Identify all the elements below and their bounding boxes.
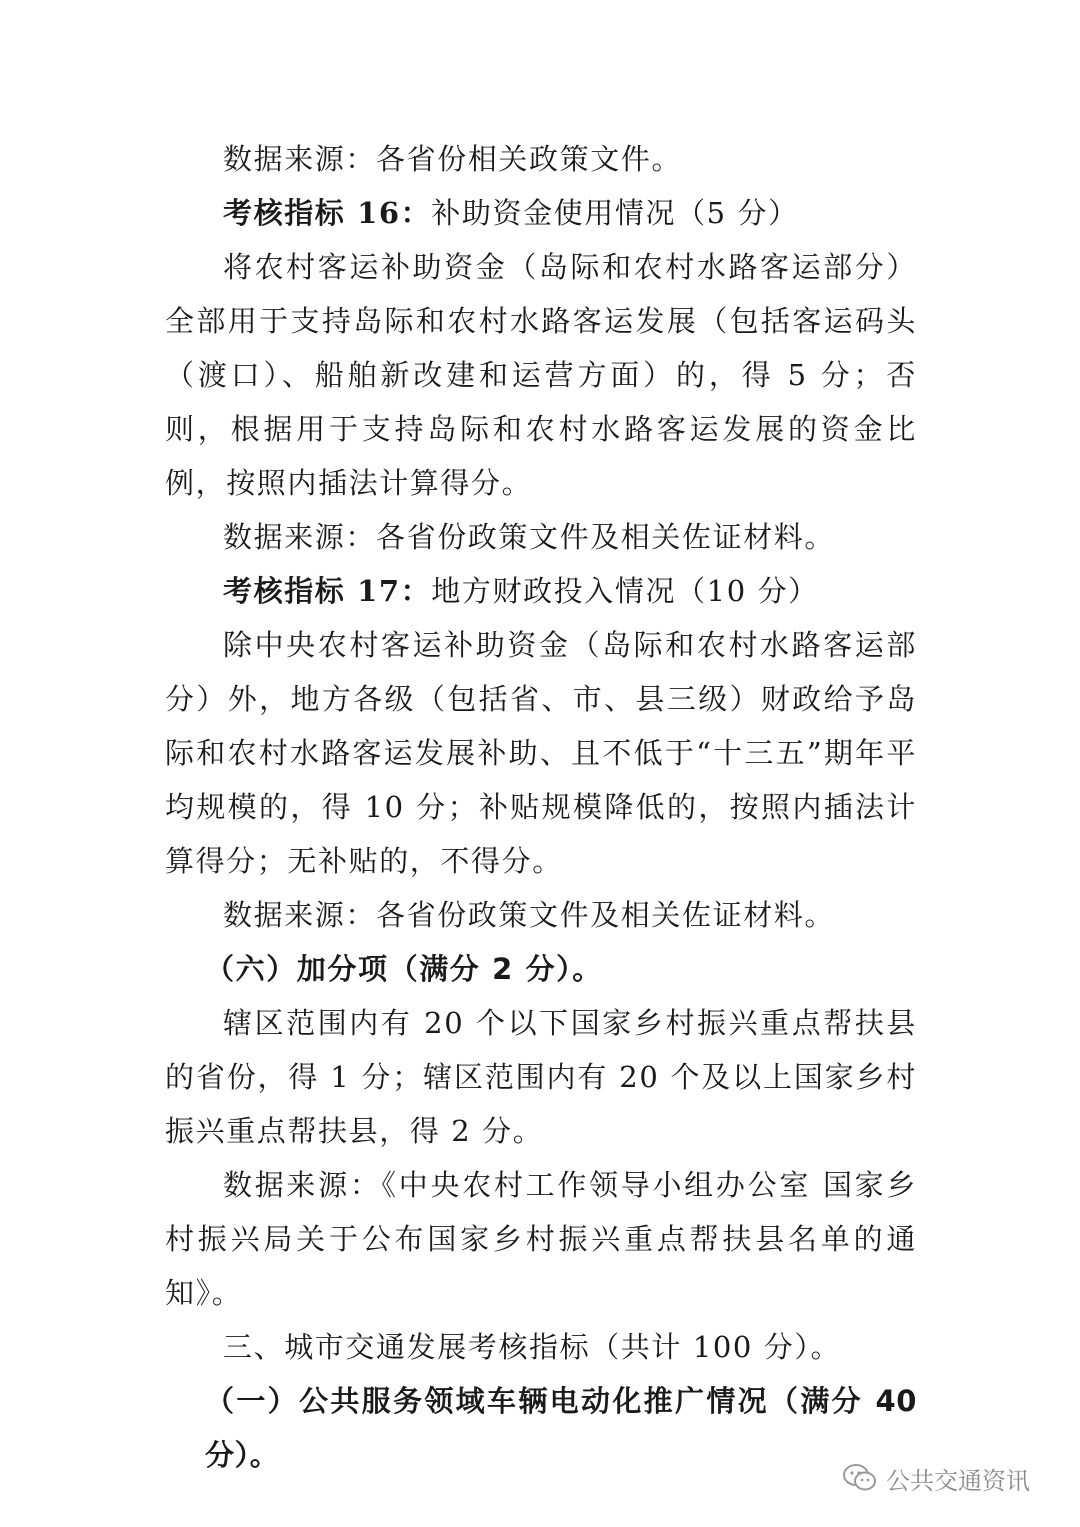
indicator-17-description: 除中央农村客运补助资金（岛际和农村水路客运部分）外，地方各级（包括省、市、县三级）财政给予岛际和农村水路客运发展补助、且不低于“十三五”期年平均规模的，得 10 分；补贴规模降低的，按照内插法计算得分；无补贴的，不得分。 (165, 628, 917, 878)
bonus-section-heading: （六）加分项（满分 2 分）。 (205, 952, 603, 986)
watermark-text: 公共交通资讯 (886, 1466, 1030, 1495)
indicator-16-heading (165, 186, 917, 240)
data-source-line-2: 数据来源：各省份政策文件及相关佐证材料。 (223, 520, 836, 554)
urban-section-heading: 三、城市交通发展考核指标（共计 100 分）。 (223, 1330, 842, 1364)
indicator-16-title: 补助资金使用情况（5 分） (431, 196, 799, 230)
wechat-icon (842, 1463, 878, 1493)
indicator-17-label: 考核指标 17： (223, 574, 432, 608)
document-body (165, 132, 917, 1482)
indicator-16-description: 将农村客运补助资金（岛际和农村水路客运部分）全部用于支持岛际和农村水路客运发展（包括客运码头（渡口）、船舶新改建和运营方面）的，得 5 分；否则，根据用于支持岛际和农村水路客运发展的资金比例，按照内插法计算得分。 (165, 250, 917, 500)
indicator-17-heading (165, 564, 917, 618)
data-source-line-1: 数据来源：各省份相关政策文件。 (223, 142, 683, 176)
data-source-line-3: 数据来源：各省份政策文件及相关佐证材料。 (223, 898, 836, 932)
electrification-heading: （一）公共服务领域车辆电动化推广情况（满分 40 分）。 (205, 1384, 917, 1472)
data-source-line-4: 数据来源：《中央农村工作领导小组办公室 国家乡村振兴局关于公布国家乡村振兴重点帮扶县名单的通知》。 (165, 1168, 917, 1310)
bonus-description: 辖区范围内有 20 个以下国家乡村振兴重点帮扶县的省份，得 1 分；辖区范围内有 20 个及以上国家乡村振兴重点帮扶县，得 2 分。 (165, 1006, 917, 1148)
watermark (842, 1458, 1030, 1498)
indicator-16-label: 考核指标 16： (223, 196, 432, 230)
indicator-17-title: 地方财政投入情况（10 分） (431, 574, 819, 608)
